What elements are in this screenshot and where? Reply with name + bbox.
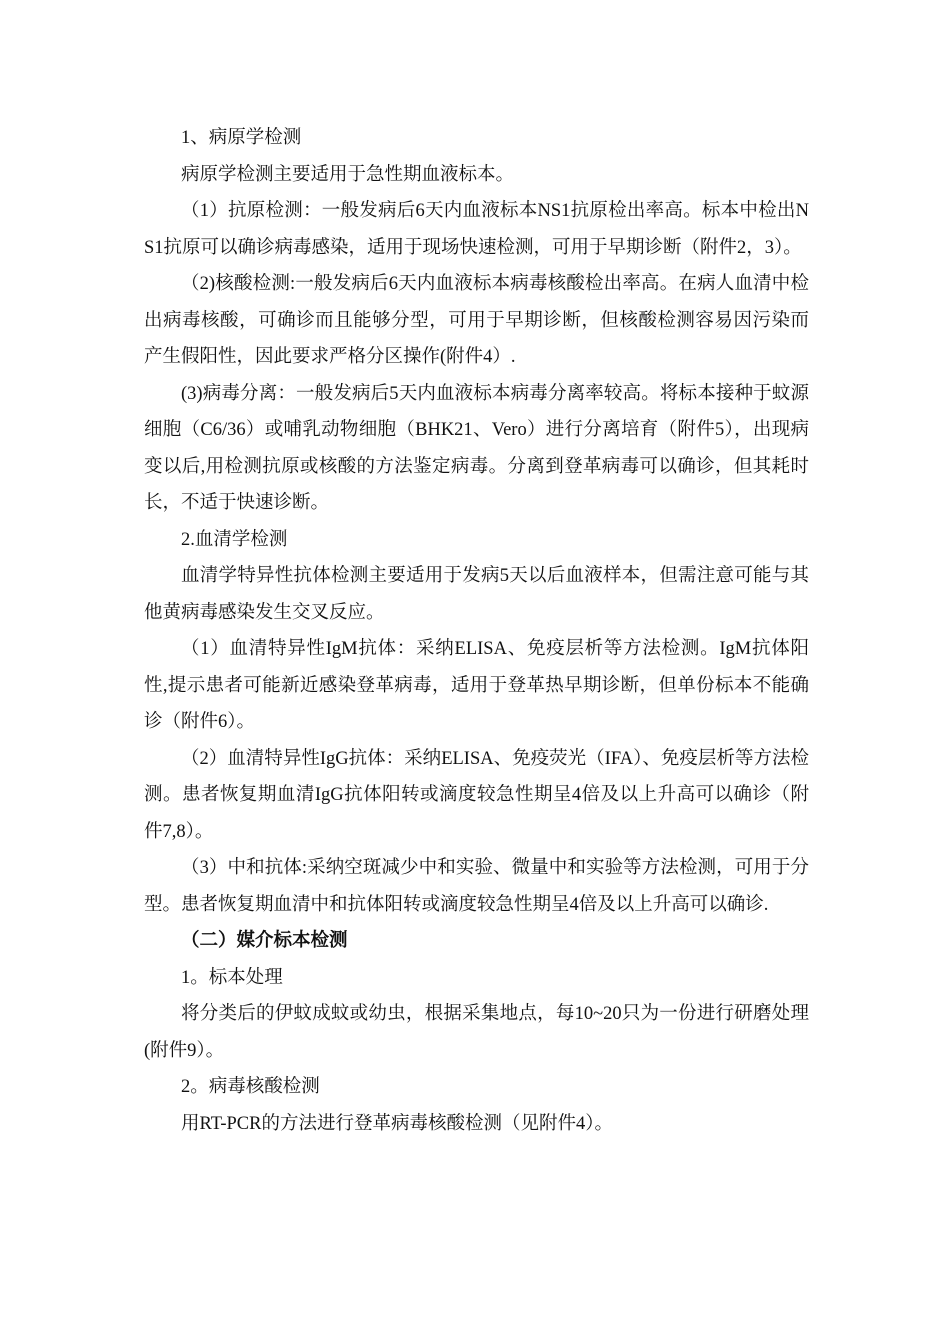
section-heading-pathogen: 1、病原学检测 (181, 128, 302, 148)
paragraph-virus-isolation: (3)病毒分离：一般发病后5天内血液标本病毒分离率较高。将标本接种于蚊源细胞（C6/36）或哺乳动物细胞（BHK21、Vero）进行分离培育（附件5），出现病变以后,用检测抗原或核酸的方法鉴定病毒。分离到登革病毒可以确诊，但其耗时长，不适于快速诊断。 (144, 383, 809, 513)
paragraph-nucleic-acid: （2)核酸检测:一般发病后6天内血液标本病毒核酸检出率高。在病人血清中检出病毒核酸，可确诊而且能够分型，可用于早期诊断，但核酸检测容易因污染而产生假阳性，因此要求严格分区操作(附件4）. (144, 274, 809, 367)
paragraph-igg: （2）血清特异性IgG抗体：采纳ELISA、免疫荧光（IFA）、免疫层析等方法检测。患者恢复期血清IgG抗体阳转或滴度较急性期呈4倍及以上升高可以确诊（附件7,8）。 (144, 748, 809, 842)
document-body (144, 120, 809, 1142)
section-heading-vector: （二）媒介标本检测 (181, 931, 348, 951)
section-heading-serology: 2.血清学检测 (181, 529, 288, 550)
paragraph-igm: （1）血清特异性IgM抗体：采纳ELISA、免疫层析等方法检测。IgM抗体阳性,提示患者可能新近感染登革病毒，适用于登革热早期诊断，但单份标本不能确诊（附件6）。 (144, 639, 809, 732)
subheading-nucleic-acid: 2。病毒核酸检测 (181, 1077, 320, 1097)
paragraph: 血清学特异性抗体检测主要适用于发病5天以后血液样本，但需注意可能与其他黄病毒感染发生交叉反应。 (144, 566, 809, 623)
paragraph: 用RT-PCR的方法进行登革病毒核酸检测（见附件4）。 (181, 1113, 613, 1134)
paragraph: 病原学检测主要适用于急性期血液标本。 (181, 164, 515, 185)
paragraph-antigen: （1）抗原检测：一般发病后6天内血液标本NS1抗原检出率高。标本中检出NS1抗原可以确诊病毒感染，适用于现场快速检测，可用于早期诊断（附件2，3）。 (144, 201, 809, 258)
paragraph: 将分类后的伊蚊成蚊或幼虫，根据采集地点，每10~20只为一份进行研磨处理(附件9）。 (144, 1004, 809, 1061)
paragraph-neutralizing: （3）中和抗体:采纳空斑减少中和实验、微量中和实验等方法检测，可用于分型。患者恢复期血清中和抗体阳转或滴度较急性期呈4倍及以上升高可以确诊. (144, 858, 809, 915)
subheading-sample-processing: 1。标本处理 (181, 967, 283, 988)
